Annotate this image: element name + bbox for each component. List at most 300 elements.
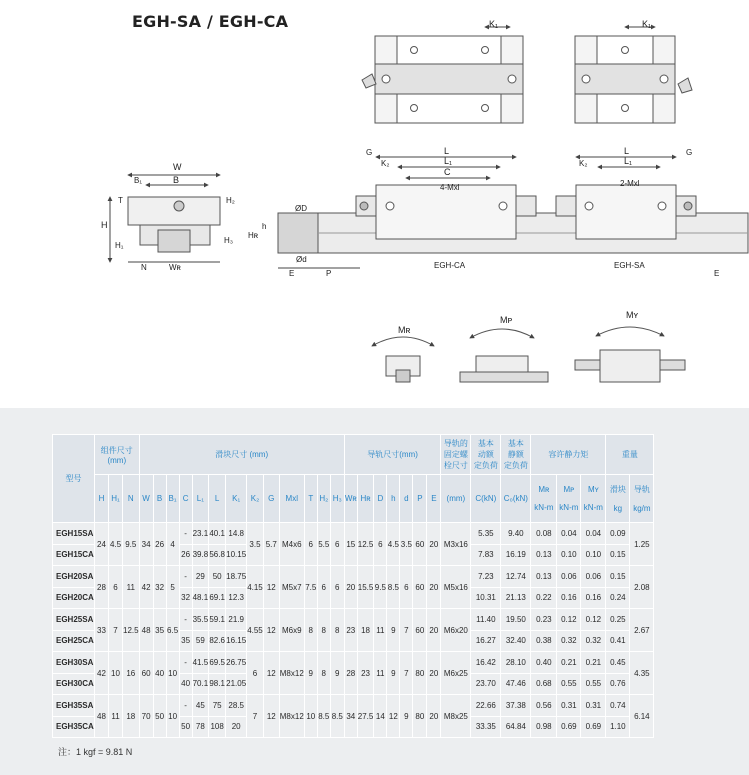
cell-h3: 6 — [330, 523, 344, 566]
cell-hr: 27.5 — [357, 695, 374, 738]
cell-bolt: M6x20 — [441, 609, 471, 652]
cell-l: 56.8 — [209, 544, 226, 566]
cell-e: 20 — [427, 566, 441, 609]
header-block: 滑块尺寸 (mm) — [139, 435, 344, 475]
table-row — [53, 566, 654, 588]
top-view-ca — [362, 36, 523, 123]
cell-dynamic-load: 10.31 — [471, 587, 501, 609]
label-egh-ca: EGH-CA — [434, 261, 466, 270]
cell-block-weight: 0.76 — [606, 673, 630, 695]
header-sub: (mm) — [441, 475, 471, 523]
cell-block-weight: 0.15 — [606, 566, 630, 588]
label-n: N — [141, 263, 147, 272]
header-sub: C — [179, 475, 192, 523]
header-dynamic-load: 基本 动额 定负荷 — [471, 435, 501, 475]
header-weight: 重量 — [606, 435, 654, 475]
header-sub: L₁ — [192, 475, 209, 523]
cell-c: 26 — [179, 544, 192, 566]
cell-b1: 10 — [166, 652, 179, 695]
cell-l1: 29 — [192, 566, 209, 588]
cell-l: 50 — [209, 566, 226, 588]
header-sub: B₁ — [166, 475, 179, 523]
cell-n: 12.5 — [123, 609, 140, 652]
cell-d: 6 — [374, 523, 387, 566]
cell-b: 40 — [153, 652, 166, 695]
label-l1-sa: L₁ — [624, 156, 633, 166]
header-sub: C(kN) — [471, 475, 501, 523]
label-e-left: E — [289, 269, 295, 278]
label-d-big: ØD — [295, 204, 307, 213]
cell-model: EGH35SA — [53, 695, 95, 717]
cell-k1: 18.75 — [226, 566, 247, 588]
cell-h1: 10 — [109, 652, 123, 695]
cell-h: 33 — [95, 609, 109, 652]
cell-l: 40.1 — [209, 523, 226, 545]
cell-b1: 6.5 — [166, 609, 179, 652]
cell-hr: 23 — [357, 652, 374, 695]
header-sub: G — [263, 475, 279, 523]
cell-k1: 14.8 — [226, 523, 247, 545]
cell-wr: 34 — [344, 695, 357, 738]
label-w: W — [173, 162, 182, 172]
cell-mr: 0.38 — [531, 630, 557, 652]
cell-rail-weight: 4.35 — [630, 652, 654, 695]
header-weight-rail: 导轨 kg/m — [630, 475, 654, 523]
cell-rail-weight: 2.08 — [630, 566, 654, 609]
label-t: T — [118, 196, 123, 205]
cell-c: - — [179, 609, 192, 631]
label-h3: H₃ — [224, 236, 234, 245]
cell-h2: 8.5 — [317, 695, 330, 738]
cell-d: 3.5 — [400, 523, 413, 566]
cell-my: 0.31 — [581, 695, 606, 717]
cell-block-weight: 0.24 — [606, 587, 630, 609]
cell-mr: 0.56 — [531, 695, 557, 717]
cell-k1: 20 — [226, 716, 247, 738]
header-sub: K₁ — [226, 475, 247, 523]
cell-mr: 0.23 — [531, 609, 557, 631]
label-e-right: E — [714, 269, 720, 278]
cell-t: 10 — [304, 695, 317, 738]
header-assembly: 组件尺寸 (mm) — [95, 435, 140, 475]
label-h: H — [101, 220, 108, 230]
cell-h: 4.5 — [387, 523, 400, 566]
cell-w: 70 — [139, 695, 153, 738]
footnote: 注：1 kgf = 9.81 N — [58, 747, 133, 757]
moment-mp-icon — [460, 329, 548, 382]
cell-dynamic-load: 16.27 — [471, 630, 501, 652]
cell-l1: 39.8 — [192, 544, 209, 566]
header-sub: Mʏ kN-m — [581, 475, 606, 523]
cell-l1: 70.1 — [192, 673, 209, 695]
label-b: B — [173, 175, 180, 185]
cell-d: 9 — [400, 695, 413, 738]
cell-dynamic-load: 7.23 — [471, 566, 501, 588]
cell-mr: 0.68 — [531, 673, 557, 695]
cell-mr: 0.98 — [531, 716, 557, 738]
cell-model: EGH20CA — [53, 587, 95, 609]
label-4mxl: 4-Mxl — [440, 183, 460, 192]
cell-l: 98.1 — [209, 673, 226, 695]
label-mp: Mᴘ — [500, 315, 513, 325]
label-k2-sa: K₂ — [579, 159, 588, 168]
cell-k2: 3.5 — [247, 523, 264, 566]
header-sub: P — [413, 475, 427, 523]
cell-mp: 0.55 — [557, 673, 581, 695]
cell-my: 0.21 — [581, 652, 606, 674]
label-d-small: Ød — [296, 255, 307, 264]
label-g-ca: G — [366, 148, 373, 157]
cell-my: 0.04 — [581, 523, 606, 545]
cell-c: - — [179, 523, 192, 545]
header-sub: E — [427, 475, 441, 523]
cell-h3: 8 — [330, 609, 344, 652]
cell-e: 20 — [427, 609, 441, 652]
cell-model: EGH25SA — [53, 609, 95, 631]
cell-rail-weight: 6.14 — [630, 695, 654, 738]
label-k1-ca: K₁ — [489, 19, 499, 29]
header-sub: H₁ — [109, 475, 123, 523]
label-h-small: h — [262, 222, 267, 231]
cell-h3: 9 — [330, 652, 344, 695]
cell-h: 12 — [387, 695, 400, 738]
cell-k1: 26.75 — [226, 652, 247, 674]
cell-block-weight: 0.41 — [606, 630, 630, 652]
cell-g: 12 — [263, 695, 279, 738]
header-sub: Mᴘ kN-m — [557, 475, 581, 523]
cell-p: 60 — [413, 609, 427, 652]
cell-n: 9.5 — [123, 523, 140, 566]
header-sub: W — [139, 475, 153, 523]
cell-mp: 0.69 — [557, 716, 581, 738]
cell-n: 16 — [123, 652, 140, 695]
cell-block-weight: 1.10 — [606, 716, 630, 738]
cell-h: 28 — [95, 566, 109, 609]
side-view — [278, 185, 748, 253]
cell-static-load: 47.46 — [501, 673, 531, 695]
label-mr: Mʀ — [398, 325, 411, 335]
cell-h3: 8.5 — [330, 695, 344, 738]
cell-bolt: M6x25 — [441, 652, 471, 695]
cell-b1: 10 — [166, 695, 179, 738]
label-my: Mʏ — [626, 310, 639, 320]
cell-my: 0.69 — [581, 716, 606, 738]
header-sub: Hʀ — [357, 475, 374, 523]
cell-w: 48 — [139, 609, 153, 652]
cell-b: 26 — [153, 523, 166, 566]
cell-static-load: 28.10 — [501, 652, 531, 674]
cell-block-weight: 0.15 — [606, 544, 630, 566]
cell-hr: 12.5 — [357, 523, 374, 566]
cell-block-weight: 0.74 — [606, 695, 630, 717]
cell-mr: 0.13 — [531, 544, 557, 566]
header-sub: H₂ — [317, 475, 330, 523]
cell-my: 0.55 — [581, 673, 606, 695]
header-sub: Mʀ kN-m — [531, 475, 557, 523]
cell-hr: 18 — [357, 609, 374, 652]
cell-mp: 0.31 — [557, 695, 581, 717]
header-static-load: 基本 静额 定负荷 — [501, 435, 531, 475]
cell-t: 8 — [304, 609, 317, 652]
label-egh-sa: EGH-SA — [614, 261, 645, 270]
cell-l1: 41.5 — [192, 652, 209, 674]
label-wr: Wʀ — [169, 263, 181, 272]
header-sub: C₀(kN) — [501, 475, 531, 523]
cell-g: 12 — [263, 609, 279, 652]
cell-mr: 0.22 — [531, 587, 557, 609]
header-sub: N — [123, 475, 140, 523]
cell-mr: 0.13 — [531, 566, 557, 588]
cell-mr: 0.08 — [531, 523, 557, 545]
cell-wr: 23 — [344, 609, 357, 652]
cell-model: EGH20SA — [53, 566, 95, 588]
cell-t: 6 — [304, 523, 317, 566]
cell-l1: 23.1 — [192, 523, 209, 545]
header-sub: h — [387, 475, 400, 523]
label-b1: B₁ — [134, 176, 143, 185]
cell-mp: 0.10 — [557, 544, 581, 566]
cell-k1: 12.3 — [226, 587, 247, 609]
cell-mr: 0.40 — [531, 652, 557, 674]
header-sub: d — [400, 475, 413, 523]
cell-d: 11 — [374, 609, 387, 652]
cell-c: 35 — [179, 630, 192, 652]
cell-d: 14 — [374, 695, 387, 738]
cell-mp: 0.32 — [557, 630, 581, 652]
header-sub: T — [304, 475, 317, 523]
spec-table — [52, 434, 654, 738]
label-p: P — [326, 269, 332, 278]
header-sub: D — [374, 475, 387, 523]
cell-c: - — [179, 695, 192, 717]
cell-k2: 6 — [247, 652, 264, 695]
cell-rail-weight: 1.25 — [630, 523, 654, 566]
cell-static-load: 9.40 — [501, 523, 531, 545]
cell-h2: 5.5 — [317, 523, 330, 566]
cell-c: - — [179, 652, 192, 674]
cell-h3: 6 — [330, 566, 344, 609]
cell-mxl: M6x9 — [279, 609, 304, 652]
cell-k1: 21.9 — [226, 609, 247, 631]
cell-wr: 20 — [344, 566, 357, 609]
top-view-sa — [575, 36, 692, 123]
cell-mp: 0.04 — [557, 523, 581, 545]
cell-k2: 7 — [247, 695, 264, 738]
cell-b1: 5 — [166, 566, 179, 609]
cell-block-weight: 0.09 — [606, 523, 630, 545]
cell-wr: 28 — [344, 652, 357, 695]
section-view — [128, 197, 220, 252]
table-row — [53, 609, 654, 631]
label-k2-ca: K₂ — [381, 159, 390, 168]
cell-model: EGH15CA — [53, 544, 95, 566]
cell-static-load: 37.38 — [501, 695, 531, 717]
cell-p: 60 — [413, 523, 427, 566]
header-sub: B — [153, 475, 166, 523]
cell-mxl: M8x12 — [279, 695, 304, 738]
cell-mp: 0.16 — [557, 587, 581, 609]
cell-d: 6 — [400, 566, 413, 609]
cell-w: 60 — [139, 652, 153, 695]
cell-mxl: M8x12 — [279, 652, 304, 695]
table-row — [53, 652, 654, 674]
label-l-sa: L — [624, 146, 630, 156]
cell-d: 7 — [400, 652, 413, 695]
header-moment: 容许静力矩 — [531, 435, 606, 475]
cell-h1: 11 — [109, 695, 123, 738]
cell-rail-weight: 2.67 — [630, 609, 654, 652]
cell-g: 5.7 — [263, 523, 279, 566]
header-weight-block: 滑块 kg — [606, 475, 630, 523]
cell-mp: 0.06 — [557, 566, 581, 588]
cell-model: EGH30SA — [53, 652, 95, 674]
label-2mxl: 2-Mxl — [620, 179, 640, 188]
moment-mr-icon — [372, 337, 434, 382]
header-bolt: 导轨的 固定螺 栓尺寸 — [441, 435, 471, 475]
label-h1: H₁ — [115, 241, 124, 250]
cell-h1: 7 — [109, 609, 123, 652]
cell-static-load: 64.84 — [501, 716, 531, 738]
cell-p: 80 — [413, 695, 427, 738]
cell-hr: 15.5 — [357, 566, 374, 609]
cell-dynamic-load: 33.35 — [471, 716, 501, 738]
cell-l: 69.1 — [209, 587, 226, 609]
cell-n: 18 — [123, 695, 140, 738]
cell-model: EGH30CA — [53, 673, 95, 695]
label-l1-ca: L₁ — [444, 156, 453, 166]
cell-model: EGH15SA — [53, 523, 95, 545]
table-row — [53, 523, 654, 545]
cell-h: 24 — [95, 523, 109, 566]
cell-h: 42 — [95, 652, 109, 695]
cell-dynamic-load: 7.83 — [471, 544, 501, 566]
cell-block-weight: 0.25 — [606, 609, 630, 631]
cell-c: 50 — [179, 716, 192, 738]
cell-my: 0.32 — [581, 630, 606, 652]
cell-l: 69.5 — [209, 652, 226, 674]
cell-model: EGH35CA — [53, 716, 95, 738]
cell-k1: 10.15 — [226, 544, 247, 566]
cell-static-load: 21.13 — [501, 587, 531, 609]
cell-l: 59.1 — [209, 609, 226, 631]
label-h2: H₂ — [226, 196, 235, 205]
cell-dynamic-load: 23.70 — [471, 673, 501, 695]
label-l-ca: L — [444, 146, 450, 156]
cell-h: 9 — [387, 609, 400, 652]
cell-c: - — [179, 566, 192, 588]
cell-h: 8.5 — [387, 566, 400, 609]
header-sub: K₂ — [247, 475, 264, 523]
cell-c: 40 — [179, 673, 192, 695]
cell-c: 32 — [179, 587, 192, 609]
header-sub: Mxl — [279, 475, 304, 523]
cell-my: 0.06 — [581, 566, 606, 588]
cell-k2: 4.15 — [247, 566, 264, 609]
table-row — [53, 695, 654, 717]
cell-wr: 15 — [344, 523, 357, 566]
cell-static-load: 32.40 — [501, 630, 531, 652]
cell-mxl: M4x6 — [279, 523, 304, 566]
cell-h1: 6 — [109, 566, 123, 609]
label-g-sa: G — [686, 148, 693, 157]
cell-static-load: 12.74 — [501, 566, 531, 588]
cell-l: 108 — [209, 716, 226, 738]
cell-model: EGH25CA — [53, 630, 95, 652]
cell-d: 11 — [374, 652, 387, 695]
cell-mxl: M5x7 — [279, 566, 304, 609]
cell-dynamic-load: 5.35 — [471, 523, 501, 545]
cell-g: 12 — [263, 652, 279, 695]
cell-k1: 28.5 — [226, 695, 247, 717]
cell-h: 48 — [95, 695, 109, 738]
cell-b: 32 — [153, 566, 166, 609]
cell-h2: 6 — [317, 566, 330, 609]
cell-l1: 48.1 — [192, 587, 209, 609]
cell-block-weight: 0.45 — [606, 652, 630, 674]
cell-t: 7.5 — [304, 566, 317, 609]
cell-d: 9.5 — [374, 566, 387, 609]
cell-h2: 8 — [317, 609, 330, 652]
cell-l1: 45 — [192, 695, 209, 717]
cell-b: 50 — [153, 695, 166, 738]
cell-l1: 59 — [192, 630, 209, 652]
cell-k1: 16.15 — [226, 630, 247, 652]
header-sub: H — [95, 475, 109, 523]
cell-mp: 0.21 — [557, 652, 581, 674]
cell-t: 9 — [304, 652, 317, 695]
cell-my: 0.10 — [581, 544, 606, 566]
cell-h: 9 — [387, 652, 400, 695]
cell-b: 35 — [153, 609, 166, 652]
header-sub: L — [209, 475, 226, 523]
cell-dynamic-load: 16.42 — [471, 652, 501, 674]
header-model: 型号 — [53, 435, 95, 523]
cell-e: 20 — [427, 695, 441, 738]
page-title: EGH-SA / EGH-CA — [132, 12, 289, 31]
cell-k2: 4.55 — [247, 609, 264, 652]
cell-mp: 0.12 — [557, 609, 581, 631]
cell-g: 12 — [263, 566, 279, 609]
cell-bolt: M8x25 — [441, 695, 471, 738]
cell-static-load: 19.50 — [501, 609, 531, 631]
cell-b1: 4 — [166, 523, 179, 566]
cell-my: 0.12 — [581, 609, 606, 631]
cell-e: 20 — [427, 652, 441, 695]
header-rail: 导轨尺寸(mm) — [344, 435, 441, 475]
cell-d: 7 — [400, 609, 413, 652]
cell-my: 0.16 — [581, 587, 606, 609]
cell-p: 80 — [413, 652, 427, 695]
cell-k1: 21.05 — [226, 673, 247, 695]
cell-l1: 35.5 — [192, 609, 209, 631]
cell-dynamic-load: 22.66 — [471, 695, 501, 717]
cell-h2: 8 — [317, 652, 330, 695]
cell-bolt: M3x16 — [441, 523, 471, 566]
cell-l1: 78 — [192, 716, 209, 738]
cell-bolt: M5x16 — [441, 566, 471, 609]
header-sub: Wʀ — [344, 475, 357, 523]
cell-l: 82.6 — [209, 630, 226, 652]
cell-l: 75 — [209, 695, 226, 717]
label-hr: Hʀ — [248, 231, 259, 240]
cell-dynamic-load: 11.40 — [471, 609, 501, 631]
cell-h1: 4.5 — [109, 523, 123, 566]
label-k1-sa: K₁ — [642, 19, 652, 29]
cell-e: 20 — [427, 523, 441, 566]
header-sub: H₃ — [330, 475, 344, 523]
cell-p: 60 — [413, 566, 427, 609]
spec-table-area — [0, 408, 749, 775]
